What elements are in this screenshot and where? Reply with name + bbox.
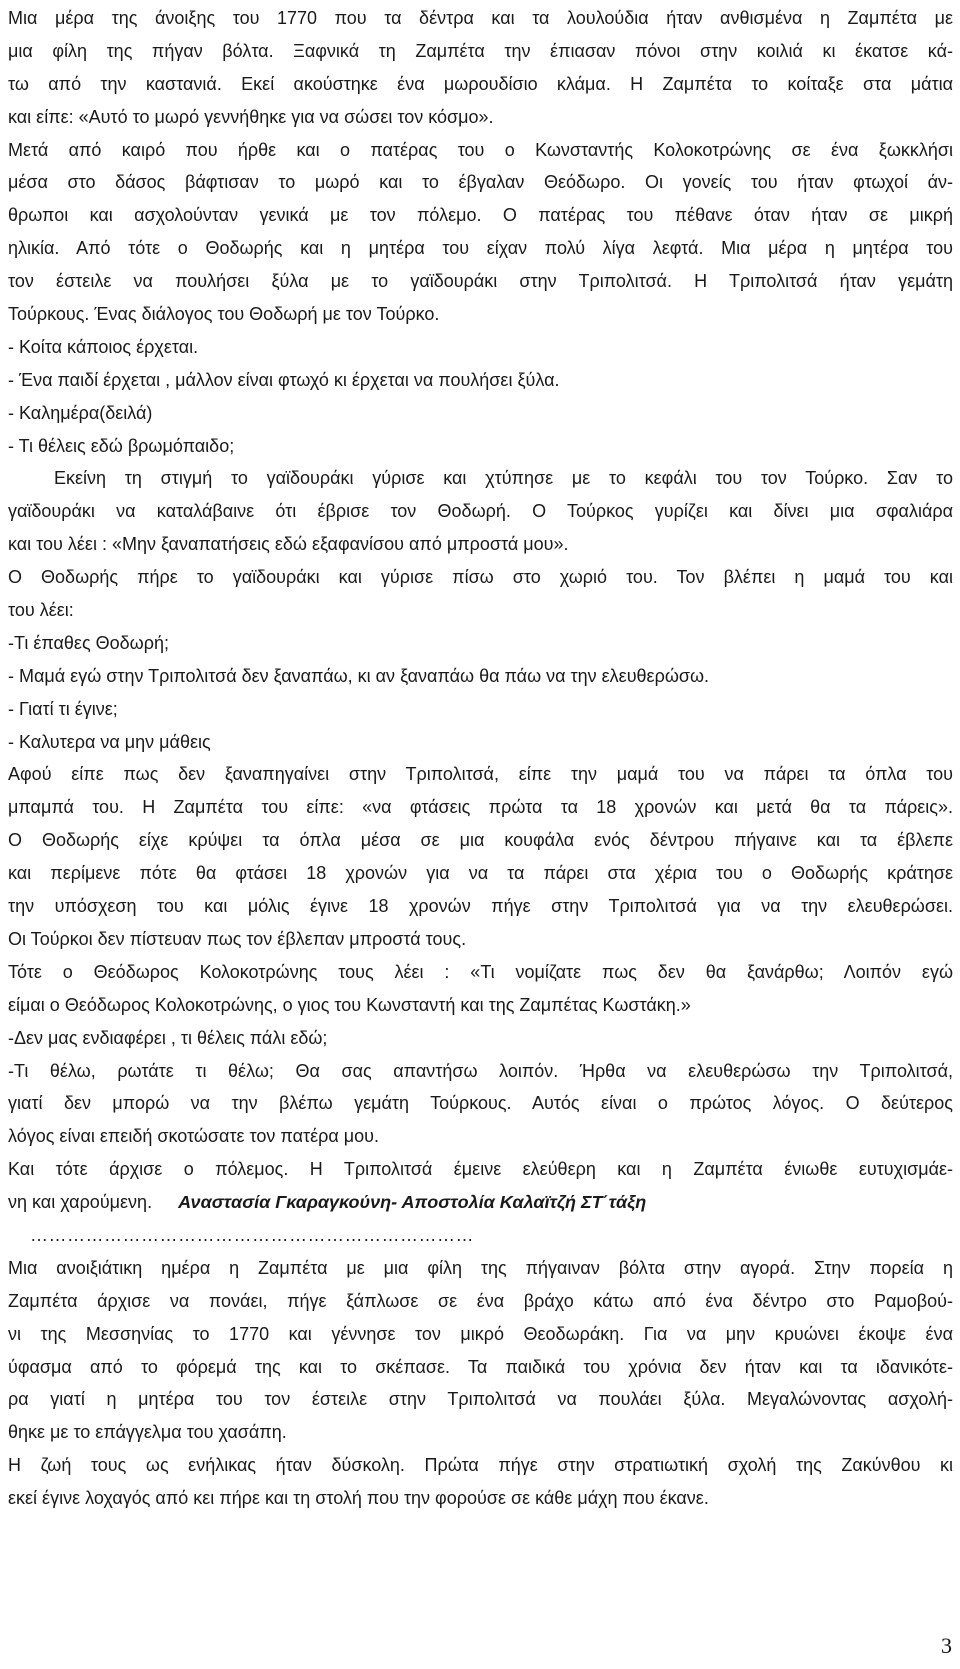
text-line: του λέει: — [8, 600, 74, 621]
dialogue-line: -Τι έπαθες Θοδωρή; — [8, 632, 169, 653]
text-line: και είπε: «Αυτό το μωρό γεννήθηκε για να σώσει τον κόσμο». — [8, 106, 494, 127]
text-line: μέσα στο δάσος βάφτισαν το μωρό και το έβγαλαν Θεόδωρο. Οι γονείς του ήταν φτωχοί άν- — [8, 172, 953, 193]
text-line: την υπόσχεση του και μόλις έγινε 18 χρονών πήγε στην Τριπολιτσά για να την ελευθερώσει. — [8, 896, 953, 917]
dialogue-line: - Μαμά εγώ στην Τριπολιτσά δεν ξαναπάω, κι αν ξαναπάω θα πάω να την ελευθερώσω. — [8, 665, 710, 686]
section-separator: ……………………………………………………………… — [30, 1224, 474, 1245]
text-line: Και τότε άρχισε ο πόλεμος. Η Τριπολιτσά έμεινε ελεύθερη και η Ζαμπέτα ένιωθε ευτυχισμάε- — [8, 1159, 953, 1180]
text-line: θρωποι και ασχολούνταν γενικά με τον πόλεμο. Ο πατέρας του πέθανε όταν ήταν σε μικρή — [8, 205, 953, 226]
text-line: γαϊδουράκι να καταλάβαινε ότι έβρισε τον Θοδωρή. Ο Τούρκος γυρίζει και δίνει μια σφαλιάρα — [8, 501, 953, 522]
text-line: τον έστειλε να πουλήσει ξύλα με το γαϊδουράκι στην Τριπολιτσά. Η Τριπολιτσά ήταν γεμάτη — [8, 271, 953, 292]
author-signature: Αναστασία Γκαραγκούνη- Αποστολία Καλαϊτζή ΣΤ΄τάξη — [178, 1192, 647, 1213]
text-line: και περίμενε πότε θα φτάσει 18 χρονών για να τα πάρει στα χέρια του ο Θοδωρής κράτησε — [8, 863, 953, 884]
story-2 — [8, 1252, 953, 1515]
text-line: ρα γιατί η μητέρα του τον έστειλε στην Τριπολιτσά να πουλάει ξύλα. Μεγαλώνοντας ασχολή- — [8, 1389, 953, 1410]
text-line: Μια μέρα της άνοιξης του 1770 που τα δέντρα και τα λουλούδια ήταν ανθισμένα η Ζαμπέτα με — [8, 8, 953, 28]
text-line: μπαμπά του. Η Ζαμπέτα του είπε: «να φτάσεις πρώτα τα 18 χρονών και μετά θα τα πάρεις». — [8, 797, 953, 818]
text-line: Εκείνη τη στιγμή το γαϊδουράκι γύρισε και χτύπησε με το κεφάλι του τον Τούρκο. Σαν το — [54, 468, 953, 489]
text-line: Η ζωή τους ως ενήλικας ήταν δύσκολη. Πρώτα πήγε στην στρατιωτική σχολή της Ζακύνθου κι — [8, 1455, 953, 1476]
text-line: τω από την καστανιά. Εκεί ακούστηκε ένα μωρουδίσιο κλάμα. Η Ζαμπέτα το κοίταξε στα μάτια — [8, 73, 953, 94]
dialogue-line: - Γιατί τι έγινε; — [8, 698, 118, 719]
text-line: Οι Τούρκοι δεν πίστευαν πως τον έβλεπαν μπροστά τους. — [8, 928, 467, 949]
dialogue-line: -Τι θέλω, ρωτάτε τι θέλω; Θα σας απαντήσω λοιπόν. Ήρθα να ελευθερώσω την Τριπολιτσά, — [8, 1060, 953, 1081]
document-body — [8, 2, 953, 1515]
text-line: ύφασμα από το φόρεμά της και το σκέπασε. Τα παιδικά του χρόνια δεν ήταν και τα ιδανικότε- — [8, 1356, 953, 1377]
dialogue-line: - Κοίτα κάποιος έρχεται. — [8, 336, 199, 357]
text-line: μια φίλη της πήγαν βόλτα. Ξαφνικά τη Ζαμπέτα την έπιασαν πόνοι στην κοιλιά κι έκατσε κά- — [8, 40, 953, 61]
text-line: Μετά από καιρό που ήρθε και ο πατέρας του ο Κωνσταντής Κολοκοτρώνης σε ένα ξωκκλήσι — [8, 139, 953, 160]
dialogue-line: - Τι θέλεις εδώ βρωμόπαιδο; — [8, 435, 235, 456]
text-line: Ο Θοδωρής είχε κρύψει τα όπλα μέσα σε μια κουφάλα ενός δέντρου πήγαινε και τα έβλεπε — [8, 830, 953, 851]
text-line: γιατί δεν μπορώ να την βλέπω γεμάτη Τούρκους. Αυτός είναι ο πρώτος λόγος. Ο δεύτερος — [8, 1093, 953, 1114]
text-line: εκεί έγινε λοχαγός από κει πήρε και τη στολή που την φορούσε σε κάθε μάχη που έκανε. — [8, 1488, 709, 1509]
text-line: Μια ανοιξιάτικη ημέρα η Ζαμπέτα με μια φίλη της πήγαιναν βόλτα στην αγορά. Στην πορεία η — [8, 1257, 953, 1278]
dialogue-line: - Καλημέρα(δειλά) — [8, 402, 153, 423]
dialogue-line: - Ένα παιδί έρχεται , μάλλον είναι φτωχό κι έρχεται να πουλήσει ξύλα. — [8, 369, 560, 390]
text-line: ηλικία. Από τότε ο Θοδωρής και η μητέρα του είχαν πολύ λίγα λεφτά. Μια μέρα η μητέρα του — [8, 238, 953, 259]
text-line — [8, 1186, 953, 1219]
text-line: Ο Θοδωρής πήρε το γαϊδουράκι και γύρισε πίσω στο χωριό του. Τον βλέπει η μαμά του και — [8, 567, 953, 588]
closing-text: νη και χαρούμενη. — [8, 1192, 153, 1213]
page-number: 3 — [941, 1633, 952, 1658]
text-line: Αφού είπε πως δεν ξαναπηγαίνει στην Τριπολιτσά, είπε την μαμά του να πάρει τα όπλα του — [8, 764, 953, 785]
text-line: Ζαμπέτα άρχισε να πονάει, πήγε ξάπλωσε σε ένα βράχο κάτω από ένα δέντρο στο Ραμοβού- — [8, 1290, 953, 1311]
text-line: Τούρκους. Ένας διάλογος του Θοδωρή με τον Τούρκο. — [8, 304, 440, 325]
text-line: λόγος είναι επειδή σκοτώσατε τον πατέρα μου. — [8, 1126, 380, 1147]
dialogue-line: - Καλυτερα να μην μάθεις — [8, 731, 211, 752]
text-line: και του λέει : «Μην ξαναπατήσεις εδώ εξαφανίσου από μπροστά μου». — [8, 534, 569, 555]
text-line: θηκε με το επάγγελμα του χασάπη. — [8, 1422, 287, 1443]
text-line: είμαι ο Θεόδωρος Κολοκοτρώνης, ο γιος του Κωνσταντή και της Ζαμπέτας Κωστάκη.» — [8, 994, 691, 1015]
text-line: νι της Μεσσηνίας το 1770 και γέννησε τον μικρό Θεοδωράκη. Για να μην κρυώνει έκοψε ένα — [8, 1323, 953, 1344]
story-1 — [8, 2, 953, 1219]
dialogue-line: -Δεν μας ενδιαφέρει , τι θέλεις πάλι εδώ; — [8, 1027, 328, 1048]
text-line: Τότε ο Θεόδωρος Κολοκοτρώνης τους λέει : «Τι νομίζατε πως δεν θα ξανάρθω; Λοιπόν εγώ — [8, 961, 953, 982]
